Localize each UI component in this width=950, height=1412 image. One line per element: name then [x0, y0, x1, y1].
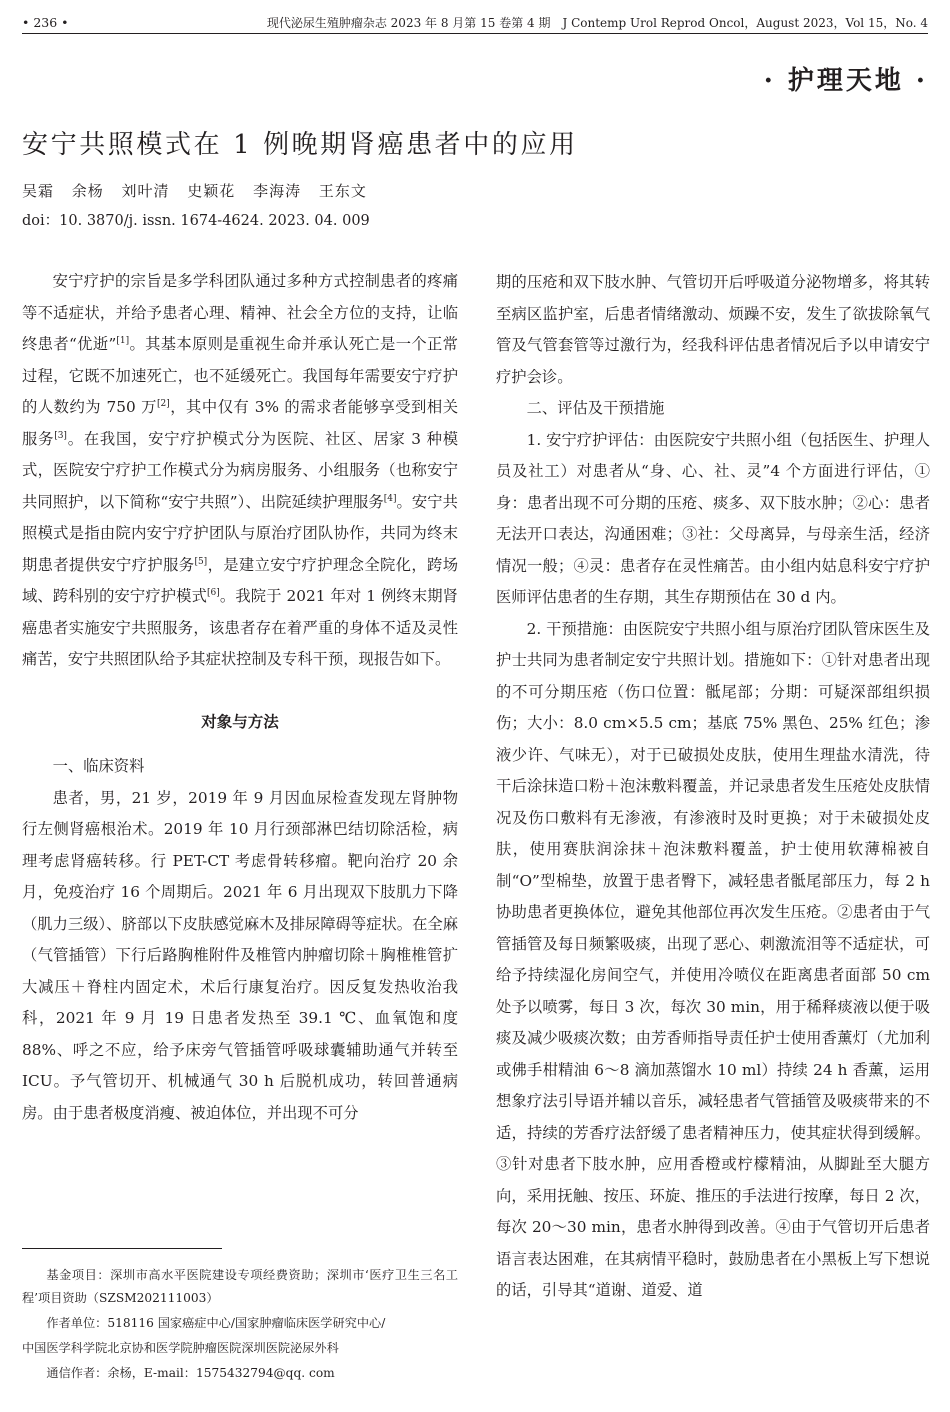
doi: doi：10. 3870/j. issn. 1674-4624. 2023. 04. 009 — [22, 213, 370, 229]
footnotes — [22, 1264, 458, 1387]
assessment-heading: 二、评估及干预措施 — [526, 399, 665, 417]
correspondence-note: 通信作者：余杨，E-mail：1575432794@qq. com — [46, 1366, 335, 1380]
citation-ref: [4] — [383, 493, 397, 504]
intro-paragraph: 安宁疗护的宗旨是多学科团队通过多种方式控制患者的疼痛等不适症状，并给予患者心理、精神、社会全方位的支持，让临终患者“优逝”[1]。其基本原则是重视生命并承认死亡是一个正常过程，它既不加速死亡，也不延缓死亡。我国每年需要安宁疗护的人数约为 750 万[2]，其中仅有 3% 的需求者能够享受到相关服务[3]。在我国，安宁疗护模式分为医院、社区、居家 3 种模式，医院安宁疗护工作模式分为病房服务、小组服务（也称安宁共同照护，以下简称“安宁共照”）、出院延续护理服务[4]。安宁共照模式是指由院内安宁疗护团队与原治疗团队协作，共同为终末期患者提供安宁疗护服务[5]，是建立安宁疗护理念全院化，跨场域、跨科别的安宁疗护模式[6]。我院于 2021 年对 1 例终末期肾癌患者实施安宁共照服务，该患者存在着严重的身体不适及灵性痛苦，安宁共照团队给予其症状控制及专科干预，现报告如下。 — [22, 272, 458, 668]
citation-ref: [1] — [116, 336, 130, 346]
running-header — [22, 12, 928, 34]
article-title: 安宁共照模式在 1 例晚期肾癌患者中的应用 — [22, 130, 578, 160]
footnote-divider — [22, 1248, 222, 1249]
funding-note: 基金项目：深圳市高水平医院建设专项经费资助；深圳市‘医疗卫生三名工程’项目资助（SZSM202111003） — [22, 1268, 458, 1305]
clinical-data-heading: 一、临床资料 — [52, 757, 145, 775]
left-column — [22, 266, 458, 1129]
continuation-paragraph: 期的压疮和双下肢水肿、气管切开后呼吸道分泌物增多，将其转至病区监护室，后患者情绪激动、烦躁不安，发生了欲拔除氧气管及气管套管等过激行为，经我科评估患者情况后予以申请安宁疗护会诊。 — [496, 273, 930, 386]
citation-ref: [2] — [156, 399, 170, 409]
citation-ref: [3] — [54, 430, 67, 441]
right-column — [496, 267, 930, 1307]
case-paragraph: 患者，男，21 岁，2019 年 9 月因血尿检查发现左肾肿物行左侧肾癌根治术。2019 年 10 月行颈部淋巴结切除活检，病理考虑肾癌转移。行 PET-CT 考虑骨转移瘤。靶向治疗 20 余月，免疫治疗 16 个周期后。2021 年 6 月出现双下肢肌力下降（肌力三级）、脐部以下皮肤感觉麻木及排尿障碍等症状。在全麻（气管插管）下行后路胸椎附件及椎管内肿瘤切除＋胸椎椎管扩大减压＋脊柱内固定术，术后行康复治疗。因反复发热收治我科，2021 年 9 月 19 日患者发热至 39.1 ℃、血氧饱和度 88%、呼之不应，给予床旁气管插管呼吸球囊辅助通气并转至 ICU。予气管切开、机械通气 30 h 后脱机成功，转回普通病房。由于患者极度消瘦、被迫体位，并出现不可分 — [22, 788, 458, 1122]
intervention-paragraph: 2. 干预措施：由医院安宁共照小组与原治疗团队管床医生及护士共同为患者制定安宁共照计划。措施如下：①针对患者出现的不可分期压疮（伤口位置：骶尾部；分期：可疑深部组织损伤；大小：8.0 cm×5.5 cm；基底 75% 黑色、25% 红色；渗液少许、气味无），对于已破损处皮肤，使用生理盐水清洗，待干后涂抹造口粉＋泡沫敷料覆盖，并记录患者发生压疮处皮肤情况及伤口敷料有无渗液，有渗液时及时更换；对于未破损处皮肤，使用赛肤润涂抹＋泡沫敷料覆盖，护士使用软薄棉被自制“O”型棉垫，放置于患者臀下，减轻患者骶尾部压力，每 2 h 协助患者更换体位，避免其他部位再次发生压疮。②患者由于气管插管及每日频繁吸痰，出现了恶心、刺激流泪等不适症状，可给予持续湿化房间空气，并使用冷喷仪在距离患者面部 50 cm 处予以喷雾，每日 3 次，每次 30 min，用于稀释痰液以便于吸痰及减少吸痰次数；由芳香师指导责任护士使用香薰灯（尤加利或佛手柑精油 6～8 滴加蒸馏水 10 ml）持续 24 h 香薰，运用想象疗法引导语并辅以音乐，减轻患者气管插管及吸痰带来的不适，持续的芳香疗法舒缓了患者精神压力，使其症状得到缓解。③针对患者下肢水肿，应用香橙或柠檬精油，从脚趾至大腿方向，采用抚触、按压、环旋、推压的手法进行按摩，每日 2 次，每次 20～30 min，患者水肿得到改善。④由于气管切开后患者语言表达困难，在其病情平稳时，鼓励患者在小黑板上写下想说的话，引导其“道谢、道爱、道 — [496, 619, 930, 1299]
citation-ref: [6] — [207, 588, 220, 598]
assessment-paragraph: 1. 安宁疗护评估：由医院安宁共照小组（包括医生、护理人员及社工）对患者从“身、心、社、灵”4 个方面进行评估，①身：患者出现不可分期的压疮、痰多、双下肢水肿；②心：患者无法开口表达，沟通困难；③社：父母离异，与母亲生活，经济情况一般；④灵：患者存在灵性痛苦。由小组内姑息科安宁疗护医师评估患者的生存期，其生存期预估在 30 d 内。 — [496, 430, 930, 606]
affiliation-note: 作者单位：518116 国家癌症中心/国家肿瘤临床医学研究中心/ — [46, 1316, 386, 1330]
author-list: 吴霜 余杨 刘叶清 史颖花 李海涛 王东文 — [22, 182, 367, 200]
methods-heading: 对象与方法 — [201, 711, 279, 731]
section-label: · 护理天地 · — [763, 66, 928, 96]
journal-citation: 现代泌尿生殖肿瘤杂志 2023 年 8 月第 15 卷第 4 期 J Contemp Urol Reprod Oncol，August 2023，Vol 15，No. 4 — [266, 16, 928, 30]
affiliation-note-cont: 中国医学科学院北京协和医学院肿瘤医院深圳医院泌尿外科 — [22, 1341, 339, 1355]
page-number: • 236 • — [22, 15, 69, 30]
citation-ref: [5] — [194, 556, 208, 567]
